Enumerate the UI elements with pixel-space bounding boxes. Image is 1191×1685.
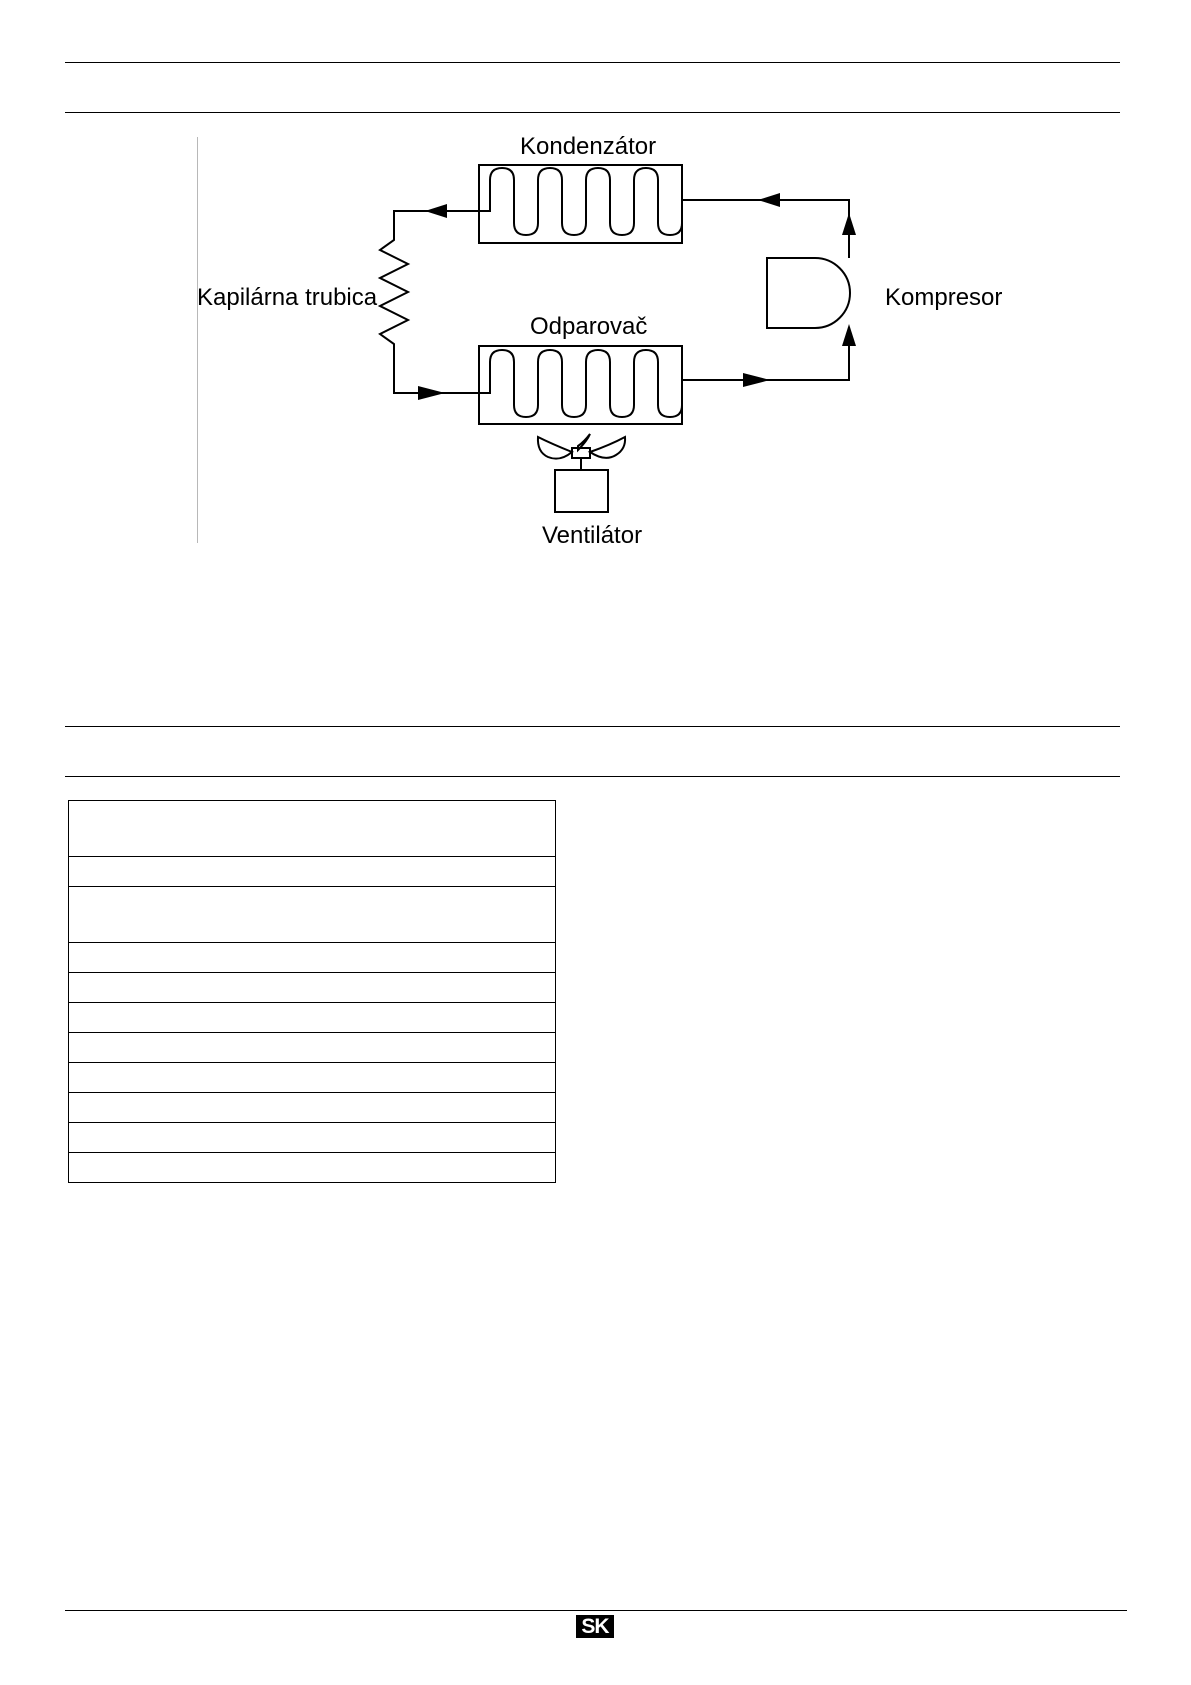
table-cell xyxy=(69,801,556,857)
table-cell xyxy=(69,943,556,973)
table-cell xyxy=(69,857,556,887)
table-row xyxy=(69,1033,556,1063)
capillary-line xyxy=(380,211,479,393)
table-cell xyxy=(69,1003,556,1033)
arrow-suction-up xyxy=(842,324,856,346)
table-row xyxy=(69,1153,556,1183)
table-cell xyxy=(69,1123,556,1153)
section-rule-1 xyxy=(65,726,1120,727)
table-cell xyxy=(69,973,556,1003)
label-fan: Ventilátor xyxy=(542,522,643,549)
table-row xyxy=(69,1063,556,1093)
flow-arrows xyxy=(418,193,856,400)
spec-table xyxy=(68,800,556,1183)
discharge-line xyxy=(682,200,849,258)
table-cell xyxy=(69,1093,556,1123)
evaporator xyxy=(479,346,682,424)
footer-rule xyxy=(65,1610,1127,1611)
fan xyxy=(538,434,625,512)
refrigeration-cycle-diagram xyxy=(0,0,1191,560)
table-row xyxy=(69,887,556,943)
language-badge: SK xyxy=(576,1615,614,1638)
arrow-evaporator-inlet xyxy=(418,386,445,400)
table-cell xyxy=(69,1063,556,1093)
table-row xyxy=(69,857,556,887)
arrow-suction-right xyxy=(743,373,770,387)
table-row xyxy=(69,943,556,973)
table-cell xyxy=(69,1033,556,1063)
label-condenser: Kondenzátor xyxy=(520,133,657,160)
arrow-condenser-outlet xyxy=(425,204,447,218)
label-compressor: Kompresor xyxy=(885,284,1003,311)
section-rule-2 xyxy=(65,776,1120,777)
table-row xyxy=(69,973,556,1003)
compressor xyxy=(767,258,850,328)
condenser xyxy=(479,165,682,243)
table-cell xyxy=(69,1153,556,1183)
label-evaporator: Odparovač xyxy=(530,313,648,340)
arrow-condenser-inlet xyxy=(758,193,780,207)
label-capillary: Kapilárna trubica xyxy=(197,284,378,311)
table-row xyxy=(69,801,556,857)
table-row xyxy=(69,1093,556,1123)
table-row xyxy=(69,1003,556,1033)
suction-line xyxy=(682,328,849,380)
arrow-discharge-up xyxy=(842,213,856,235)
table-cell xyxy=(69,887,556,943)
table-row xyxy=(69,1123,556,1153)
